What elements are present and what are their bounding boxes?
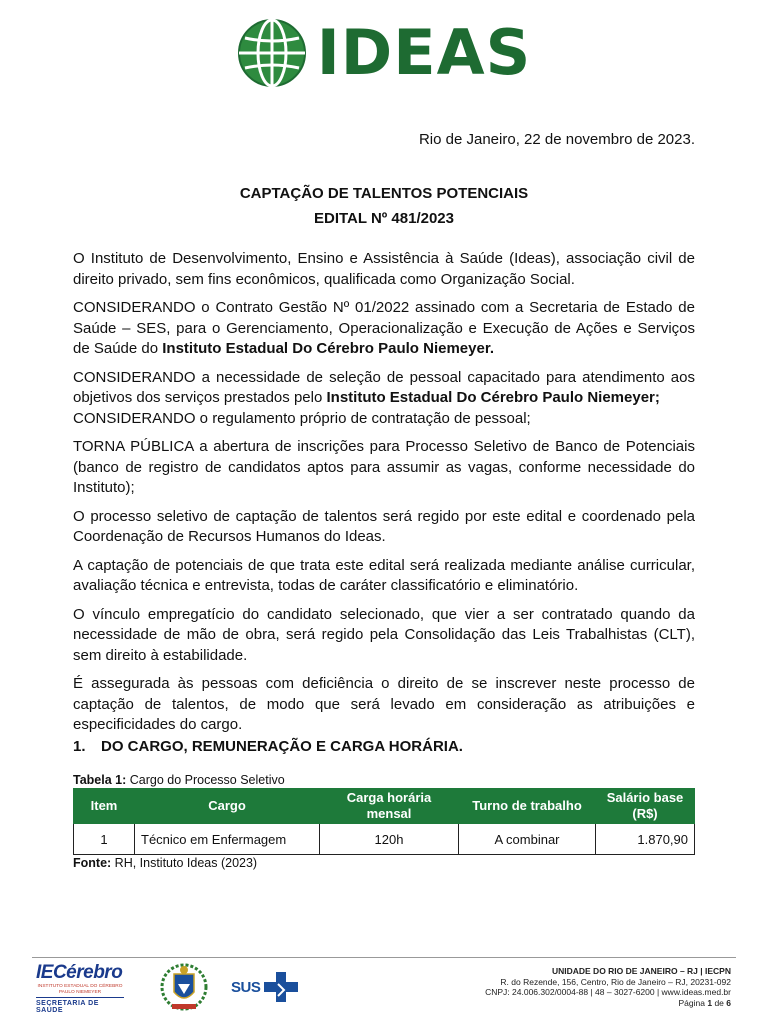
- page-current: 1: [707, 997, 713, 1008]
- institute-name-bold: Instituto Estadual Do Cérebro Paulo Niemeyer;: [326, 389, 660, 406]
- iecerebro-logo-sub-1: INSTITUTO ESTADUAL DO CÉREBRO: [37, 984, 123, 989]
- section-heading: [73, 738, 463, 755]
- sus-cross-icon: [264, 972, 298, 1002]
- logo-text: IDEAS: [316, 16, 532, 89]
- sus-logo-text: SUS: [231, 978, 261, 996]
- paragraph-captacao: A captação de potenciais de que trata este edital será realizada mediante análise curricular, avaliação técnica e entrevista, todas de caráter classificatório e eliminatório.: [73, 556, 695, 594]
- table-caption-label: Tabela 1:: [73, 773, 127, 787]
- paragraph-considerando-2: [73, 368, 695, 409]
- header-carga-horaria: Carga horária mensal: [320, 789, 459, 824]
- cell-carga-horaria: 120h: [320, 824, 459, 855]
- paragraph-considerando-3: CONSIDERANDO o regulamento próprio de contratação de pessoal;: [73, 409, 531, 427]
- document-body: [73, 249, 695, 744]
- table-caption-text: Cargo do Processo Seletivo: [126, 773, 285, 787]
- institute-name-bold: Instituto Estadual Do Cérebro Paulo Niemeyer.: [162, 340, 494, 357]
- paragraph-torna-publica: TORNA PÚBLICA a abertura de inscrições para Processo Seletivo de Banco de Potenciais (banco de registro de candidatos aptos para assumir as vagas, conforme necessidade do Instituto);: [73, 438, 695, 496]
- footer-divider: [32, 957, 736, 958]
- table-caption: [73, 773, 285, 787]
- cell-cargo: Técnico em Enfermagem: [135, 824, 320, 855]
- secretaria-saude-label: SECRETARIA DE SAÚDE: [36, 1000, 99, 1014]
- iecerebro-logo: [36, 962, 124, 1014]
- paragraph-vinculo: O vínculo empregatício do candidato selecionado, que vier a ser contratado quando da necessidade de mão de obra, será regido pela Consolidação das Leis Trabalhistas (CLT), sem direito à estabilidade.: [73, 605, 695, 664]
- page-total: 6: [726, 997, 731, 1008]
- cargo-table: [73, 788, 695, 855]
- footer-contact: CNPJ: 24.006.302/0004-88 | 48 – 3027-6200 | www.ideas.med.br: [485, 987, 731, 997]
- footer-address-block: [485, 966, 731, 1008]
- document-title: [0, 181, 768, 231]
- page-middle: de: [712, 997, 727, 1008]
- footer-unit: UNIDADE DO RIO DE JANEIRO – RJ | IECPN: [551, 966, 731, 976]
- section-number: 1.: [73, 738, 86, 755]
- document-date: Rio de Janeiro, 22 de novembro de 2023.: [418, 131, 695, 148]
- table-source-text: RH, Instituto Ideas (2023): [111, 856, 258, 870]
- iecerebro-logo-sub-2: PAULO NIEMEYER: [58, 989, 102, 995]
- paragraph-considerando-1-text: CONSIDERANDO o Contrato Gestão Nº 01/2022 assinado com a Secretaria de Estado de Saúde – SES, para o Gerenciamento, Operacionalização e Execução de Ações e Serviços de Saúde do: [73, 299, 695, 357]
- paragraph-intro: O Instituto de Desenvolvimento, Ensino e Assistência à Saúde (Ideas), associação civil de direito privado, sem fins econômicos, qualificada como Organização Social.: [73, 250, 695, 288]
- table-header-row: [74, 789, 695, 824]
- globe-icon: [237, 18, 307, 88]
- table-source: [73, 856, 257, 870]
- header-salario: Salário base (R$): [596, 789, 695, 824]
- footer-address: R. do Rezende, 156, Centro, Rio de Janeiro – RJ, 20231-092: [500, 976, 731, 987]
- paragraph-considerando-1: [73, 298, 695, 360]
- cell-salario: 1.870,90: [596, 824, 695, 855]
- page-number: [485, 998, 731, 1009]
- header-logo: [0, 18, 768, 88]
- sus-logo: [231, 972, 298, 1002]
- header-item: Item: [74, 789, 135, 824]
- table-row: [74, 824, 695, 855]
- paragraph-considerando-2-text: CONSIDERANDO a necessidade de seleção de pessoal capacitado para atendimento aos objetivos dos serviços prestados pelo: [73, 368, 695, 406]
- paragraph-processo-seletivo: O processo seletivo de captação de talentos será regido por este edital e coordenado pela Coordenação de Recursos Humanos do Ideas.: [73, 507, 695, 545]
- page-prefix: Página: [678, 997, 708, 1008]
- paragraph-deficiencia: É assegurada às pessoas com deficiência o direito de se inscrever neste processo de captação de talentos, de modo que será levado em consideração as atribuições e especificidades do cargo.: [73, 675, 695, 733]
- table-source-label: Fonte:: [73, 856, 112, 870]
- header-cargo: Cargo: [135, 789, 320, 824]
- iecerebro-logo-text: IECérebro: [36, 962, 123, 983]
- section-title: DO CARGO, REMUNERAÇÃO E CARGA HORÁRIA.: [101, 738, 463, 755]
- state-coat-of-arms-icon: [160, 960, 208, 1014]
- iecerebro-logo-subtitle: [36, 984, 124, 998]
- title-line-2: EDITAL Nº 481/2023: [314, 210, 454, 227]
- cell-item: 1: [74, 824, 135, 855]
- cell-turno: A combinar: [459, 824, 596, 855]
- title-line-1: CAPTAÇÃO DE TALENTOS POTENCIAIS: [239, 185, 529, 202]
- header-turno: Turno de trabalho: [459, 789, 596, 824]
